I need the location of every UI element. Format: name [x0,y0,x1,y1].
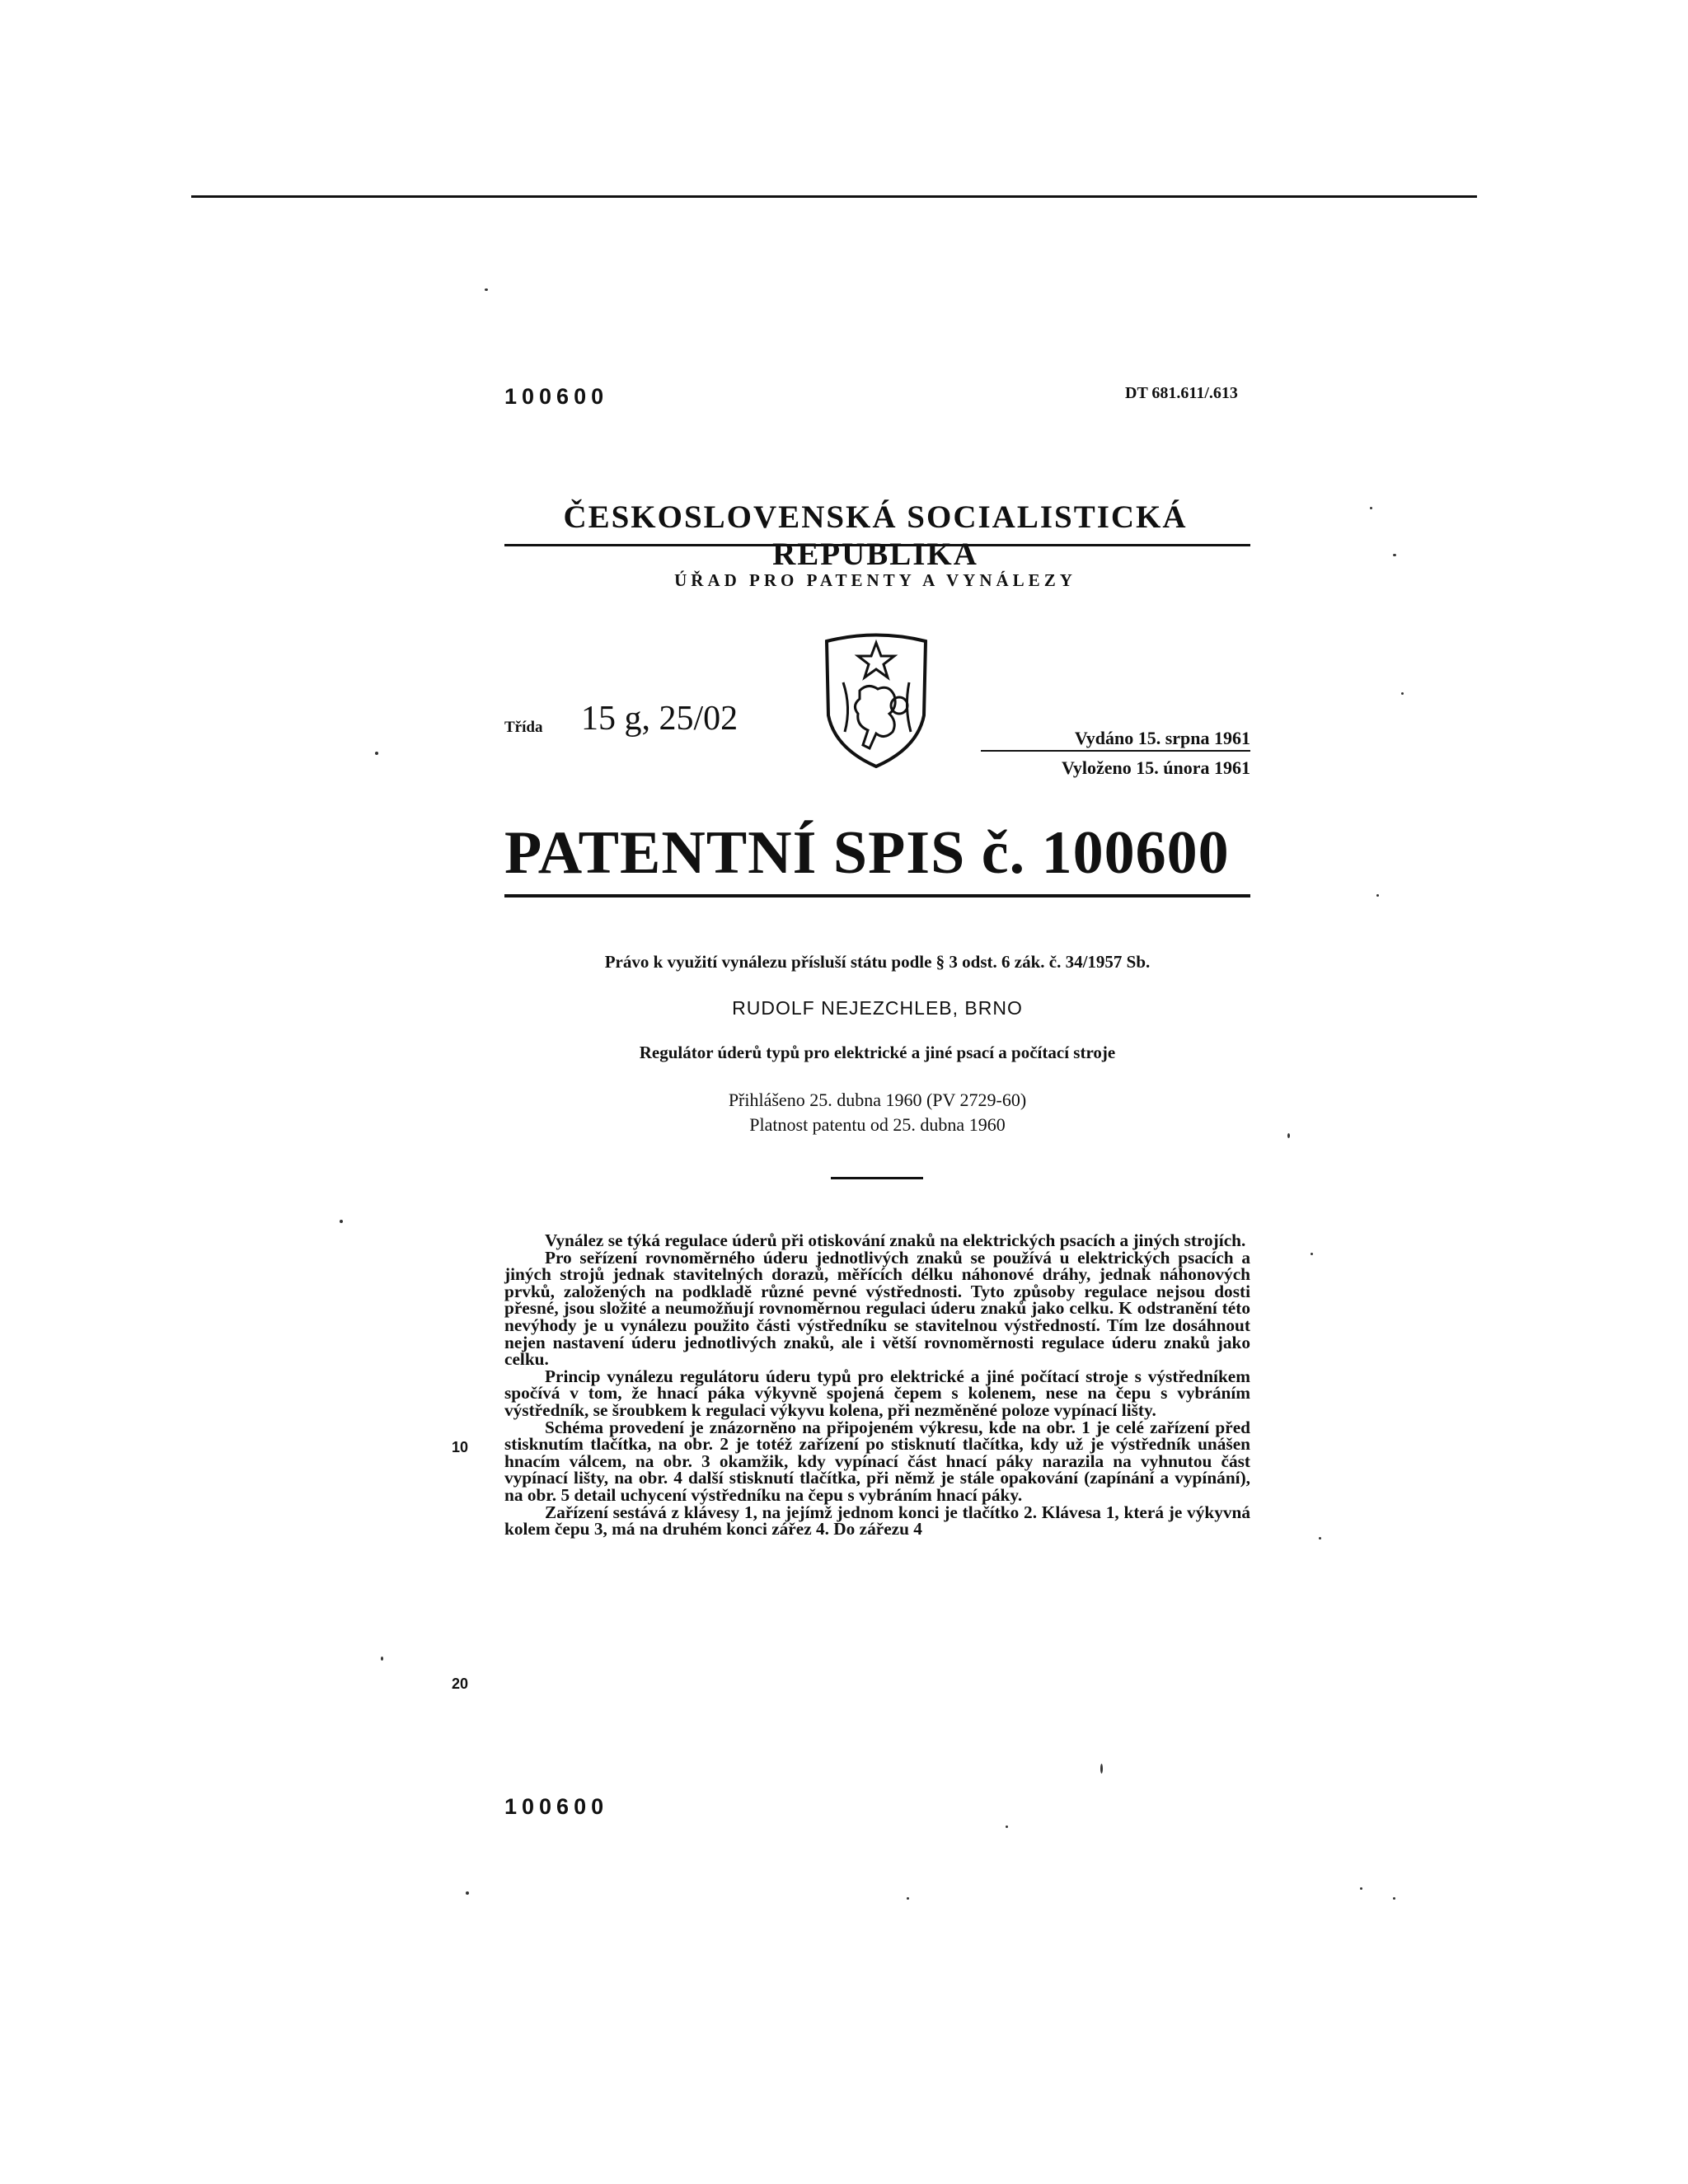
issued-date: Vydáno 15. srpna 1961 [1074,728,1250,748]
scan-speck [1360,1887,1362,1890]
scan-speck [381,1657,383,1661]
filed-date: Přihlášeno 25. dubna 1960 (PV 2729-60) [728,1090,1027,1110]
scan-speck [1006,1825,1008,1828]
body-paragraph: Princip vynálezu regulátoru úderu typů pro elektrické a jiné počítací stroje s výstředníkem spočívá v tom, že hnací páka výkyvně spojená čepem s kolenem, nese na čepu s vybráním výstředník, se šroubkem k regulaci výkyvu kolena, při nezměněné poloze vypínací lišty. [504,1366,1250,1420]
line-number-10: 10 [452,1439,469,1455]
body-paragraph: Zařízení sestává z klávesy 1, na jejímž jednom konci je tlačítko 2. Klávesa 1, která je výkyvná kolem čepu 3, má na druhém konci zářez 4. Do zářezu 4 [504,1502,1250,1540]
scan-speck [907,1897,909,1900]
validity-date: Platnost patentu od 25. dubna 1960 [749,1114,1006,1135]
scan-speck [1393,554,1396,556]
scan-speck [1401,692,1404,695]
dates-rule [981,750,1250,752]
header-dt-code: DT 681.611/.613 [1125,384,1238,402]
body-text [504,1232,1250,1538]
scan-speck [1100,1764,1103,1774]
filing-info [504,1088,1250,1137]
scan-speck [466,1891,469,1895]
laid-open-date: Vyloženo 15. února 1961 [1062,757,1250,778]
scan-speck [1287,1133,1290,1138]
title-rule [504,894,1250,898]
republic-rule [504,544,1250,546]
footer-patent-number: 100600 [504,1794,609,1819]
body-paragraph: Pro seřízení rovnoměrného úderu jednotlivých znaků se používá u elektrických psacích a jiných strojů jednak stavitelných dorazů, měřících délku náhonové dráhy, jednak náhonových prvků, založených na podkladě různé pevné výstřednosti. Tyto způsoby regulace nejsou dosti přesné, jsou složité a neumožňují rovnoměrnou regulaci úderu znaků jako celku. K odstranění této nevýhody je u vynálezu použito části výstředníku se stavitelnou výstředností. Tím lze dosáhnout nejen nastavení úderu jednotlivých znaků, ale i větší rovnoměrnosti regulace úderu znaků jako celku. [504,1247,1250,1370]
scan-speck [1370,507,1372,509]
scan-speck [1319,1537,1321,1540]
class-value: 15 g, 25/02 [581,700,738,738]
section-divider [831,1177,923,1179]
right-statement: Právo k využití vynálezu přísluší státu podle § 3 odst. 6 zák. č. 34/1957 Sb. [604,952,1151,972]
class-label: Třída [504,719,543,736]
scan-speck [485,288,488,291]
header-patent-number: 100600 [504,384,609,409]
scan-speck [1393,1897,1395,1900]
scan-speck [1311,1253,1313,1255]
republic-heading: ČESKOSLOVENSKÁ SOCIALISTICKÁ REPUBLIKA [563,499,1188,572]
invention-subject: Regulátor úderů typů pro elektrické a jiné psací a počítací stroje [639,1043,1116,1062]
scan-speck [1376,894,1379,897]
body-paragraph: Schéma provedení je znázorněno na připojeném výkresu, kde na obr. 1 je celé zařízení před stisknutím tlačítka, na obr. 2 je totéž zařízení po stisknutí tlačítka, kdy už je výstředník unášen hnacím válcem, na obr. 3 okamžik, kdy vypínací část hnací páky narazila na vyhnutou část vypínací lišty, na obr. 4 další stisknutí tlačítka, při němž je stále opakování (zapínání a vypínání), na obr. 5 detail uchycení výstředníku na čepu s vybráním hnací páky. [504,1417,1250,1505]
page-top-rule [191,195,1477,198]
patent-title: PATENTNÍ SPIS č. 100600 [504,819,1230,887]
line-number-20: 20 [452,1675,469,1692]
inventor: RUDOLF NEJEZCHLEB, BRNO [732,997,1023,1019]
scan-speck [340,1220,343,1223]
publication-dates [964,724,1250,783]
scan-speck [375,752,378,755]
office-heading: ÚŘAD PRO PATENTY A VYNÁLEZY [674,570,1076,590]
state-emblem-icon [818,625,934,773]
body-paragraph: Vynález se týká regulace úderů při otiskování znaků na elektrických psacích a jiných strojích. [544,1230,1246,1250]
